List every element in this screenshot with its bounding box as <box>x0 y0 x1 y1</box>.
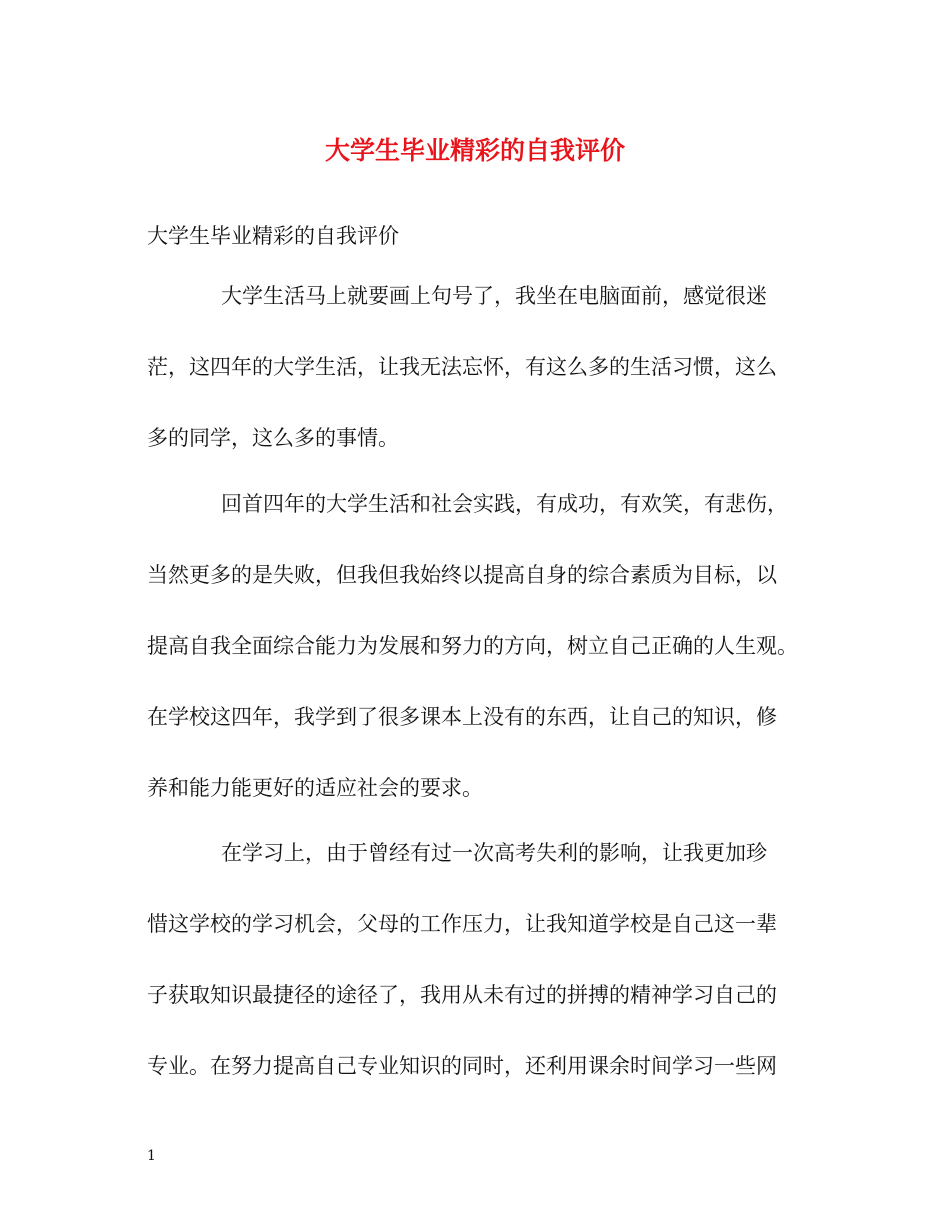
paragraph-line: 茫，这四年的大学生活，让我无法忘怀，有这么多的生活习惯，这么 <box>147 355 777 379</box>
paragraph-line: 子获取知识最捷径的途径了，我用从未有过的拼搏的精神学习自己的 <box>147 983 777 1007</box>
document-title: 大学生毕业精彩的自我评价 <box>324 136 625 165</box>
paragraph-line: 大学生活马上就要画上句号了，我坐在电脑面前，感觉很迷 <box>221 284 767 308</box>
paragraph-line: 多的同学，这么多的事情。 <box>147 426 399 450</box>
paragraph-line: 专业。在努力提高自己专业知识的同时，还利用课余时间学习一些网 <box>147 1054 777 1078</box>
paragraph-line: 在学习上，由于曾经有过一次高考失利的影响，让我更加珍 <box>221 841 767 865</box>
paragraph-line: 在学校这四年，我学到了很多课本上没有的东西，让自己的知识，修 <box>147 705 777 729</box>
paragraph-line: 养和能力能更好的适应社会的要求。 <box>147 776 483 800</box>
paragraph-line: 提高自我全面综合能力为发展和努力的方向，树立自己正确的人生观。 <box>147 634 798 658</box>
paragraph-line: 当然更多的是失败，但我但我始终以提高自身的综合素质为目标，以 <box>147 563 777 587</box>
document-subtitle: 大学生毕业精彩的自我评价 <box>147 224 399 248</box>
paragraph-line: 回首四年的大学生活和社会实践，有成功，有欢笑，有悲伤， <box>221 492 788 516</box>
paragraph-line: 惜这学校的学习机会，父母的工作压力，让我知道学校是自己这一辈 <box>147 912 777 936</box>
page-number: 1 <box>147 1148 156 1164</box>
